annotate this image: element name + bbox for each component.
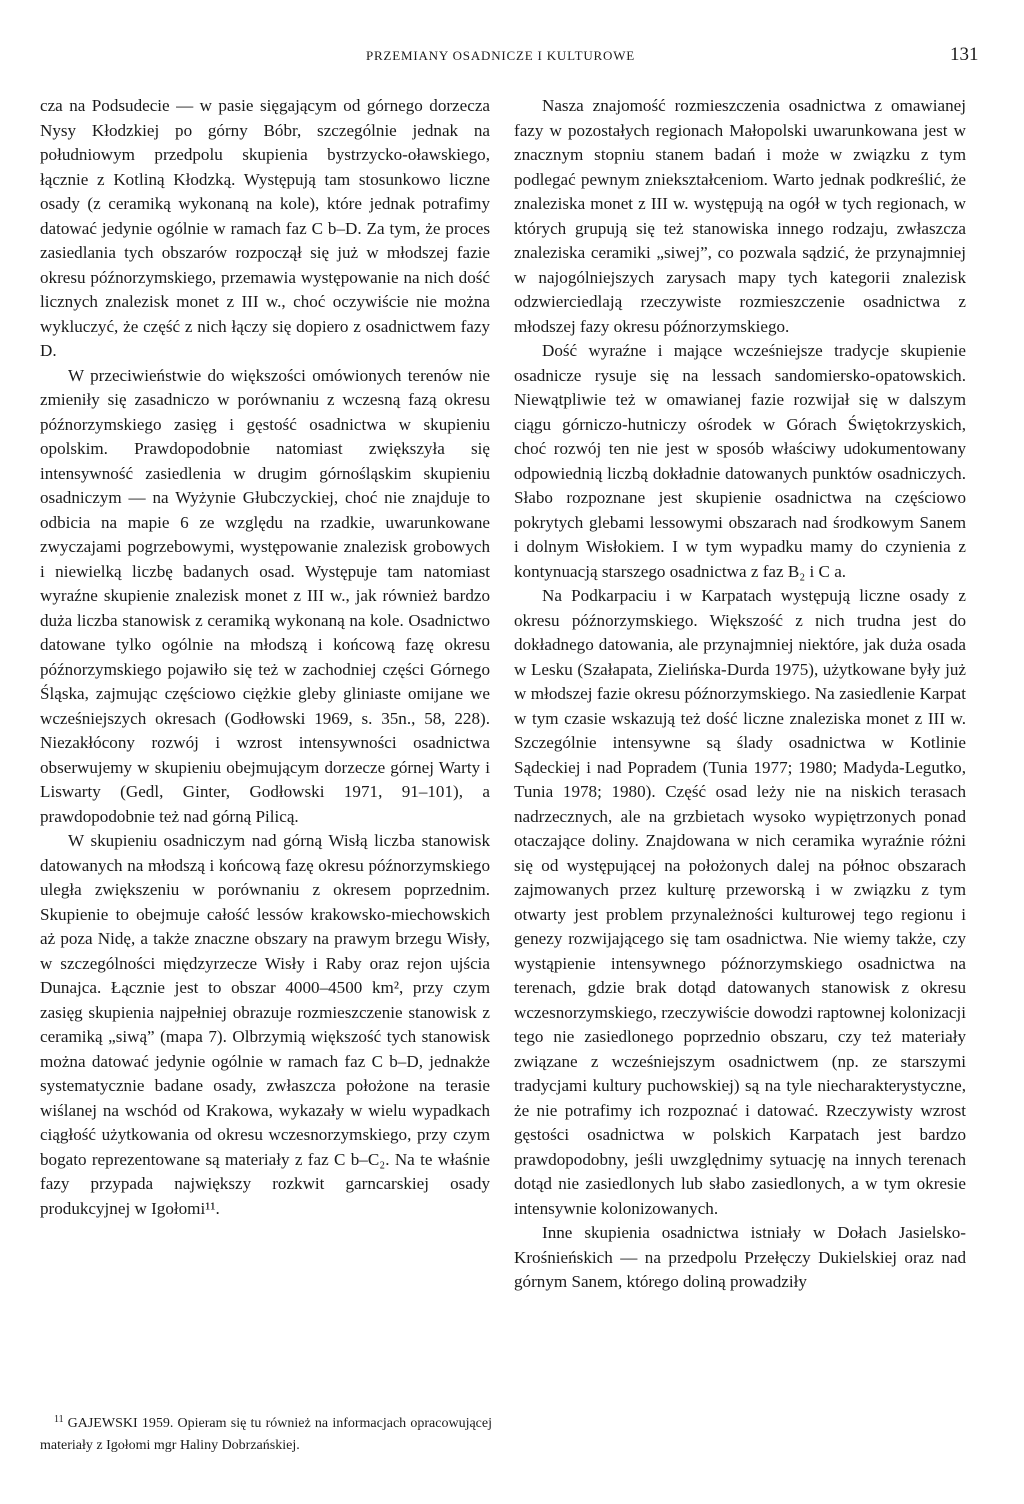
right-column	[514, 94, 966, 1295]
footnote-number: 11	[54, 1414, 64, 1425]
paragraph: Nasza znajomość rozmieszczenia osadnictwa z omawianej fazy w pozostałych regionach Małopolski uwarunkowana jest w znacznym stopniu stanem badań i może w związku z tym podlegać pewnym zniekształceniom. Warto jednak podkreślić, że znaleziska monet z III w. występują na ogół w tych regionach, w których grupują się też stanowiska innego rodzaju, zwłaszcza znaleziska ceramiki „siwej”, co pozwala sądzić, że przynajmniej w najogólniejszych zarysach mapy tych kategorii znalezisk odzwierciedlają rzeczywiste rozmieszczenie osadnictwa z młodszej fazy okresu późnorzymskiego.	[514, 96, 966, 336]
footnote	[40, 1413, 492, 1457]
paragraph: Dość wyraźne i mające wcześniejsze tradycje skupienie osadnicze rysuje się na lessach sandomiersko-opatowskich. Niewątpliwie też w omawianej fazie rozwijał się w dalszym ciągu górniczo-hutniczy ośrodek w Górach Świętokrzyskich, choć rozwój ten nie jest w sposób właściwy udokumentowany odpowiednią liczbą dokładnie datowanych punktów osadniczych. Słabo rozpoznane jest skupienie osadnictwa na częściowo pokrytych glebami lessowymi obszarach nad środkowym Sanem i dolnym Wisłokiem. I w tym wypadku mamy do czynienia z kontynuacją starszego osadnictwa z faz B₂ i C a.	[514, 341, 966, 581]
page-header	[0, 44, 1024, 74]
paragraph: cza na Podsudecie — w pasie sięgającym od górnego dorzecza Nysy Kłodzkiej po górny Bóbr, szczególnie jednak na południowym przedpolu skupienia bystrzycko-oławskiego, łącznie z Kotliną Kłodzką. Występują tam stosunkowo liczne osady (z ceramiką wykonaną na kole), które jednak potrafimy datować jedynie ogólnie w ramach faz C b–D. Za tym, że proces zasiedlania tych obszarów rozpoczął się już w młodszej fazie okresu późnorzymskiego, przemawia występowanie na nich dość licznych znalezisk monet z III w., choć oczywiście nie można wykluczyć, że część z nich łączy się dopiero z osadnictwem fazy D.	[40, 96, 490, 360]
paragraph: Na Podkarpaciu i w Karpatach występują liczne osady z okresu późnorzymskiego. Większość z nich trudna jest do dokładnego datowania, ale przynajmniej niektóre, jak duża osada w Lesku (Szałapata, Zielińska-Durda 1975), użytkowane były już w młodszej fazie okresu późnorzymskiego. Na zasiedlenie Karpat w tym czasie wskazują też dość liczne znaleziska monet z III w. Szczególnie intensywne są ślady osadnictwa w Kotlinie Sądeckiej i nad Popradem (Tunia 1977; 1980; Madyda-Legutko, Tunia 1978; 1980). Część osad leży nie na niskich terasach nadrzecznych, ale na grzbietach wysoko wypiętrzonych ponad otaczające doliny. Znajdowana w nich ceramika wyraźnie różni się od występującej na położonych dalej na północ obszarach zajmowanych przez kulturę przeworską i w związku z tym otwarty jest problem przynależności kulturowej tego regionu i genezy rozwijającego się tam osadnictwa. Nie wiemy także, czy wystąpienie intensywnego późnorzymskiego osadnictwa na terenach, gdzie brak dotąd datowanych stanowisk z okresu wczesnorzymskiego, rzeczywiście dowodzi raptownej kolonizacji tego nie zasiedlonego poprzednio obszaru, czy też materiały związane z wcześniejszym osadnictwem (np. ze starszymi tradycjami kultury puchowskiej) są na tyle niecharakterystyczne, że nie potrafimy ich rozpoznać i datować. Rzeczywisty wzrost gęstości osadnictwa w polskich Karpatach jest bardzo prawdopodobny, jeśli uwzględnimy sytuację na innych terenach dotąd nie zasiedlonych lub słabo zasiedlonych, a w tym okresie intensywnie kolonizowanych.	[514, 586, 966, 1218]
footnote-text: GAJEWSKI 1959. Opieram się tu również na informacjach opracowującej materiały z Igołomi mgr Haliny Dobrzańskiej.	[40, 1416, 492, 1453]
left-column	[40, 94, 490, 1221]
paragraph: W skupieniu osadniczym nad górną Wisłą liczba stanowisk datowanych na młodszą i końcową fazę okresu późnorzymskiego uległa zwiększeniu w porównaniu z okresem poprzednim. Skupienie to obejmuje całość lessów krakowsko-miechowskich aż poza Nidę, a także znaczne obszary na prawym brzegu Wisły, w szczególności międzyrzecze Wisły i Raby oraz rejon ujścia Dunajca. Łącznie jest to obszar 4000–4500 km², przy czym zasięg skupienia najpełniej obrazuje rozmieszczenie stanowisk z ceramiką „siwą” (mapa 7). Olbrzymią większość tych stanowisk można datować jedynie ogólnie w ramach faz C b–D, jednakże systematycznie badane osady, zwłaszcza położone na terasie wiślanej na wschód od Krakowa, wykazały w wielu wypadkach ciągłość użytkowania od okresu wczesnorzymskiego, przy czym bogato reprezentowane są materiały z faz C b–C₂. Na te właśnie fazy przypada największy rozkwit garncarskiej osady produkcyjnej w Igołomi¹¹.	[40, 831, 490, 1218]
page-number: 131	[950, 44, 979, 65]
paragraph: W przeciwieństwie do większości omówionych terenów nie zmieniły się zasadniczo w porównaniu z wczesną fazą okresu późnorzymskiego zasięg i gęstość osadnictwa w skupieniu opolskim. Prawdopodobnie natomiast zwiększyła się intensywność zasiedlenia w drugim górnośląskim skupieniu osadniczym — na Wyżynie Głubczyckiej, choć nie znajduje to odbicia na mapie 6 ze względu na rzadkie, uwarunkowane zwyczajami pogrzebowymi, występowanie znalezisk grobowych i niewielką liczbę badanych osad. Występuje tam natomiast wyraźne skupienie znalezisk monet z III w., jak również bardzo duża liczba stanowisk z ceramiką wykonaną na kole. Osadnictwo datowane tylko ogólnie na młodszą i końcową fazę okresu późnorzymskiego pojawiło się też w zachodniej części Górnego Śląska, zajmując częściowo ciężkie gleby gliniaste omijane we wcześniejszych okresach (Godłowski 1969, s. 35n., 58, 228). Niezakłócony rozwój i wzrost intensywności osadnictwa obserwujemy w skupieniu obejmującym dorzecze górnej Warty i Liswarty (Gedl, Ginter, Godłowski 1971, 91–101), a prawdopodobnie też nad górną Pilicą.	[40, 365, 490, 826]
paragraph: Inne skupienia osadnictwa istniały w Dołach Jasielsko-Krośnieńskich — na przedpolu Przełęczy Dukielskiej oraz nad górnym Sanem, którego doliną prowadziły	[514, 1223, 966, 1291]
running-head: PRZEMIANY OSADNICZE I KULTUROWE	[366, 48, 636, 63]
